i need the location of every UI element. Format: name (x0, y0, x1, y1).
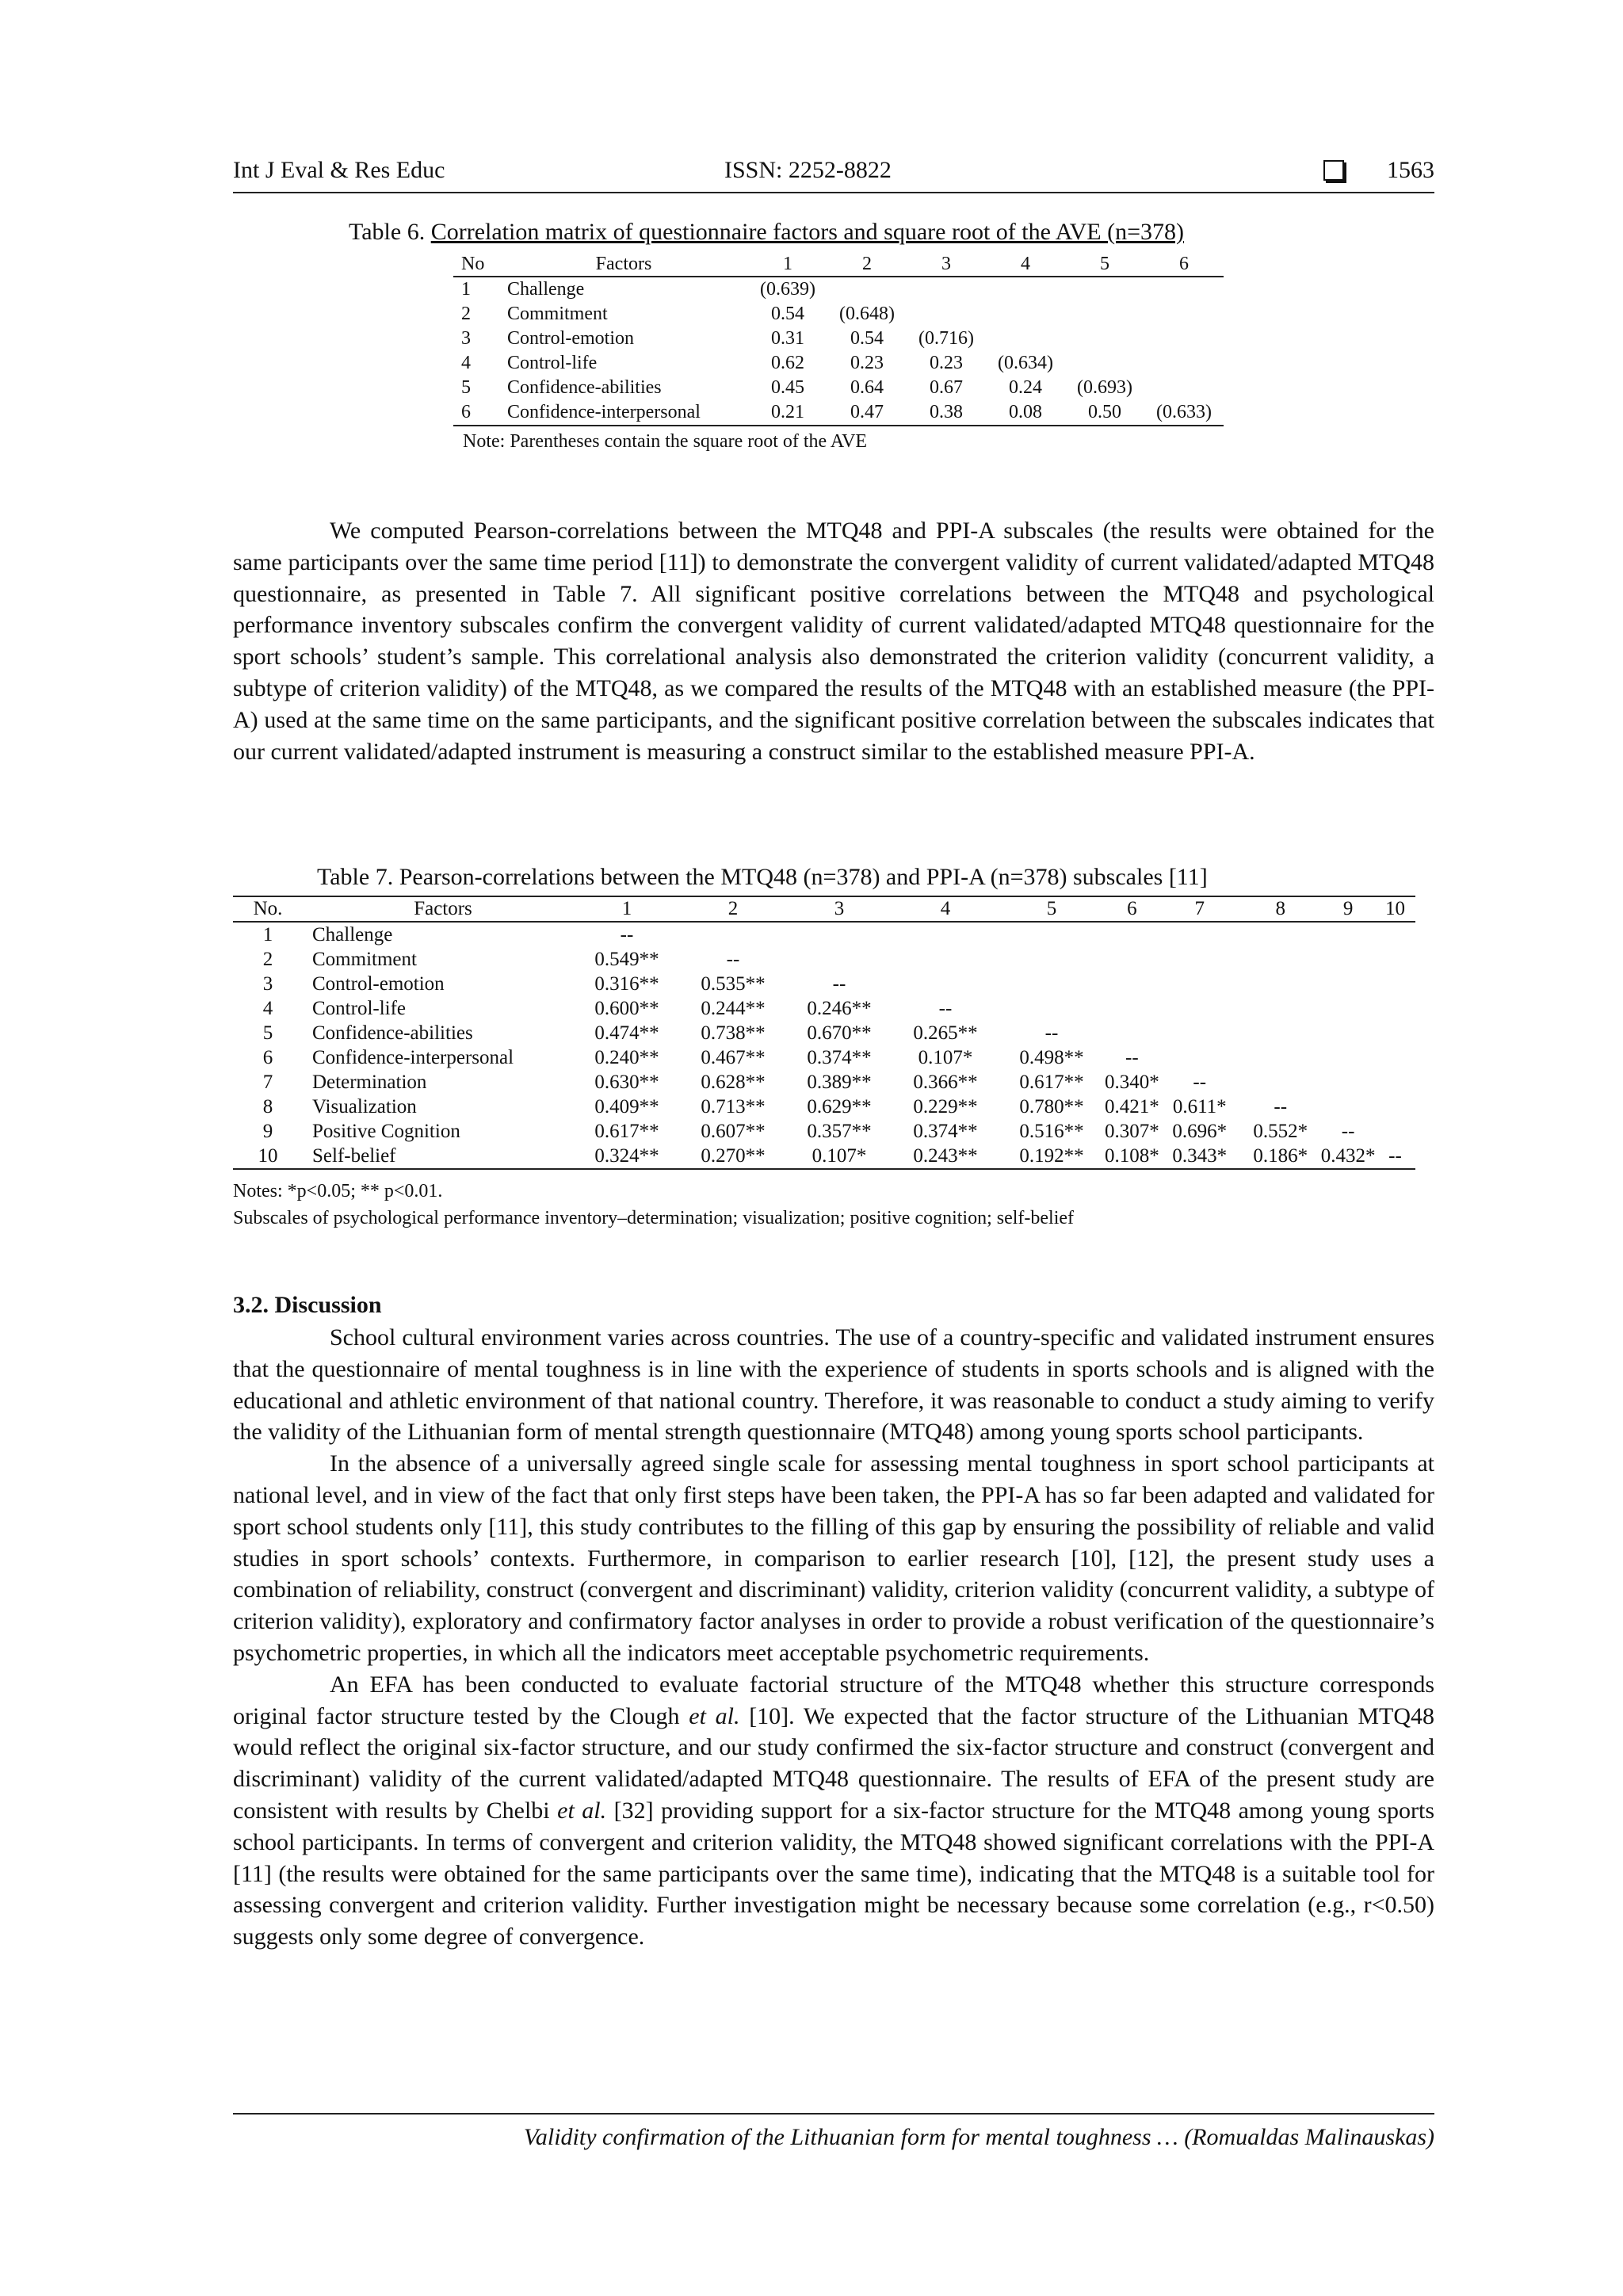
table7-row (233, 1144, 1415, 1169)
table6 (453, 252, 1224, 426)
table7-cell: 0.552* (1253, 1120, 1308, 1142)
table6-cell: 0.38 (907, 400, 986, 426)
table7-cell: 0.229** (913, 1095, 978, 1117)
table7-cell: 2 (262, 948, 273, 970)
table7-cell (1240, 996, 1321, 1021)
table7-cell (892, 947, 999, 972)
table7-cell (1240, 922, 1321, 947)
discussion-text: [32] providing support for a six-factor structure for the MTQ48 among young sports school participants. In terms of convergent and criterion validity, the MTQ48 showed significant correlations with the PPI-A [11] (the results were obtained for the same participants over the same time), indicating that the MTQ48 is a suitable tool for assessing convergent and criterion validity. Further investigation might be necessary because some correlation (e.g., r<0.50) suggests only some degree of convergence. (233, 1797, 1434, 1950)
table7-cell (1321, 922, 1376, 947)
table7-cell: 0.630** (594, 1071, 659, 1093)
table7-cell (1321, 947, 1376, 972)
table7-cell: Control-emotion (312, 972, 445, 995)
table6-cell (907, 302, 986, 327)
page-number: 1563 (1387, 157, 1434, 183)
table6-cell: 0.23 (850, 353, 884, 373)
table7-cell: -- (1341, 1120, 1355, 1142)
table7-cell: 0.738** (701, 1022, 766, 1044)
table7-cell: 0.535** (701, 972, 766, 995)
table7-header-cell: 2 (680, 896, 786, 922)
table6-header-cell: 4 (986, 252, 1065, 277)
table7-cell (1240, 1070, 1321, 1095)
table6-caption (349, 219, 1184, 246)
table6-cell: 0.64 (850, 377, 884, 398)
table6-cell (1144, 327, 1224, 351)
table6-cell (1065, 302, 1144, 327)
table7-cell: 0.600** (594, 997, 659, 1019)
table7-header-cell: 3 (786, 896, 892, 922)
table7-cell: 0.696* (1172, 1120, 1228, 1142)
table6-cell: Challenge (507, 279, 585, 300)
table7-cell: 0.713** (701, 1095, 766, 1117)
table7-cell: 7 (262, 1071, 273, 1093)
table6-cell (1144, 302, 1224, 327)
table6-caption-prefix: Table 6. (349, 219, 426, 245)
table7-cell: 0.366** (913, 1071, 978, 1093)
table7-cell (1376, 1095, 1415, 1119)
table7-cell: 9 (262, 1120, 273, 1142)
table7-cell (1376, 1021, 1415, 1045)
table6-cell: 0.67 (930, 377, 963, 398)
table7-cell: Self-belief (303, 1144, 574, 1169)
table7-cell (1105, 947, 1159, 972)
table6-row (453, 351, 1224, 376)
table7-row (233, 1045, 1415, 1070)
table6-cell: Confidence-abilities (507, 377, 662, 398)
table7-cell: -- (1274, 1095, 1288, 1117)
discussion-body (233, 1322, 1434, 1953)
table7-cell (1321, 1021, 1376, 1045)
table7-cell: -- (938, 997, 953, 1019)
table6-cell: 3 (461, 328, 471, 349)
section-heading: 3.2. Discussion (233, 1292, 382, 1318)
table7-cell: Positive Cognition (312, 1120, 460, 1142)
table7-cell: -- (1193, 1071, 1207, 1093)
table6-cell: 2 (461, 304, 471, 324)
table6-header-cell: No (453, 252, 499, 277)
table7-cell (1321, 1095, 1376, 1119)
table7-cell (999, 972, 1105, 996)
table7-cell: 0.244** (701, 997, 766, 1019)
table7-cell: Commitment (312, 948, 417, 970)
table7-cell (1159, 996, 1240, 1021)
table7-cell: 0.340* (1105, 1071, 1159, 1093)
table7-cell (1159, 922, 1240, 947)
discussion-text: [10]. We expected that the factor structure of the Lithuanian MTQ48 would reflect the original six-factor structure, and our study confirmed the six-factor structure and construct (convergent and discriminant) validity of the current validated/adapted MTQ48 questionnaire. The results of EFA of the present study are consistent with results by Chelbi (233, 1702, 1434, 1824)
table7-cell: Visualization (312, 1095, 417, 1117)
table6-cell (1065, 327, 1144, 351)
table7-row (233, 1021, 1415, 1045)
table7-cell (1159, 972, 1240, 996)
table7-cell (1105, 972, 1159, 996)
table6-cell: 0.45 (771, 377, 804, 398)
table7-cell (1240, 1045, 1321, 1070)
table6-header-cell: 5 (1065, 252, 1144, 277)
table7-cell: 0.421* (1105, 1095, 1159, 1117)
table6-header-cell: Factors (499, 252, 748, 277)
table7-cell (786, 947, 892, 972)
table7-cell (680, 922, 786, 947)
table6-header-cell: 3 (907, 252, 986, 277)
table7-cell: 0.409** (594, 1095, 659, 1117)
table6-row (453, 277, 1224, 302)
discussion-paragraph-2: In the absence of a universally agreed single scale for assessing mental toughness in sport school participants at national level, and in view of the fact that only first steps have been taken, the PPI-A has so far been adapted and validated for sport school students only [11], this study contributes to the filling of this gap by ensuring the possibility of reliable and valid studies in sport schools’ contexts. Furthermore, in comparison to earlier research [10], [12], the present study uses a combination of reliability, construct (convergent and discriminant) validity, criterion validity (concurrent validity, a subtype of criterion validity), exploratory and confirmatory factor analyses in order to provide a robust verification of the questionnaire’s psychometric properties, in which all the indicators meet acceptable psychometric requirements. (233, 1450, 1434, 1666)
table7-cell (1321, 1070, 1376, 1095)
table6-cell: 0.08 (986, 400, 1065, 426)
discussion-paragraph-3 (233, 1669, 1434, 1953)
table7-header-cell: No. (233, 896, 303, 922)
table6-cell: (0.716) (918, 328, 974, 349)
discussion-italic: et al. (689, 1702, 740, 1729)
table6-cell: (0.634) (998, 353, 1053, 373)
table7-cell (892, 922, 999, 947)
table6-row (453, 376, 1224, 400)
table6-cell (827, 277, 907, 302)
paragraph-convergent-validity: We computed Pearson-correlations between the MTQ48 and PPI-A subscales (the results were obtained for the same participants over the same time period [11]) to demonstrate the convergent validity of current validated/adapted MTQ48 questionnaire, as presented in Table 7. All significant positive correlations between the MTQ48 and psychological performance inventory subscales confirm the convergent validity of current validated/adapted MTQ48 questionnaire for the sport schools’ student’s sample. This correlational analysis also demonstrated the criterion validity (concurrent validity, a subtype of criterion validity) of the MTQ48, as we compared the results of the MTQ48 with an established measure (the PPI-A) used at the same time on the same participants, and the significant positive correlation between the subscales indicates that our current validated/adapted instrument is measuring a construct similar to the established measure PPI-A. (233, 518, 1434, 765)
table7-cell (1159, 947, 1240, 972)
table6-cell (1065, 277, 1144, 302)
table7-cell: Confidence-interpersonal (312, 1046, 514, 1068)
table7-cell: 0.243** (892, 1144, 999, 1169)
table7-header-cell: 10 (1376, 896, 1415, 922)
table6-header-cell: 1 (748, 252, 827, 277)
table7-cell: 4 (262, 997, 273, 1019)
table7-notes (233, 1178, 1074, 1232)
table7-header-cell: Factors (303, 896, 574, 922)
table7-cell: 0.240** (594, 1046, 659, 1068)
table6-body (453, 277, 1224, 426)
table7-cell: 0.270** (680, 1144, 786, 1169)
table6-cell: (0.639) (760, 279, 815, 300)
table7-cell (1376, 1119, 1415, 1144)
table7-cell: 0.357** (807, 1120, 872, 1142)
table7-cell (1240, 972, 1321, 996)
table7-cell: 0.374** (807, 1046, 872, 1068)
table7-row (233, 947, 1415, 972)
table7-row (233, 972, 1415, 996)
table7-header-cell: 4 (892, 896, 999, 922)
page-header (233, 155, 1434, 193)
table7-body (233, 922, 1415, 1169)
table6-cell (1144, 376, 1224, 400)
table7-cell: 0.670** (807, 1022, 872, 1044)
table6-row (453, 400, 1224, 426)
table7-header-cell: 6 (1105, 896, 1159, 922)
table6-cell: 1 (461, 279, 471, 300)
table7-cell: 0.617** (594, 1120, 659, 1142)
table7-cell (1105, 1021, 1159, 1045)
table7-cell: 0.108* (1105, 1144, 1159, 1169)
table7-cell (786, 922, 892, 947)
table7-cell (892, 972, 999, 996)
table6-cell: 0.47 (827, 400, 907, 426)
table6-cell: 0.54 (850, 328, 884, 349)
table7-cell (1376, 1070, 1415, 1095)
discussion-text: An EFA has been conducted to evaluate factorial structure of the MTQ48 whether this structure corresponds original factor structure tested by the Clough (233, 1671, 1434, 1729)
table7-cell: 0.780** (1019, 1095, 1084, 1117)
table7-cell: Challenge (312, 923, 393, 946)
table7-cell (1376, 972, 1415, 996)
table7-cell: 0.474** (594, 1022, 659, 1044)
table6-caption-text: Correlation matrix of questionnaire factors and square root of the AVE (n=378) (430, 219, 1184, 245)
table6-cell (986, 302, 1065, 327)
table7-cell (1376, 947, 1415, 972)
table7-cell: 0.607** (701, 1120, 766, 1142)
table7-row (233, 1070, 1415, 1095)
table7-cell (1240, 947, 1321, 972)
table7-row (233, 1095, 1415, 1119)
table7-cell (999, 922, 1105, 947)
table7-cell: 0.629** (807, 1095, 872, 1117)
table6-cell: 4 (461, 353, 471, 373)
table6-cell (907, 277, 986, 302)
table7-cell: 0.389** (807, 1071, 872, 1093)
table7-cell (1159, 1021, 1240, 1045)
table6-cell: 5 (461, 377, 471, 398)
table7-cell: 3 (262, 972, 273, 995)
table6-cell: 0.54 (771, 304, 804, 324)
table6-cell: Control-emotion (507, 328, 634, 349)
table7-cell: 0.617** (1019, 1071, 1084, 1093)
table6-cell: 0.62 (771, 353, 804, 373)
table6-cell: 0.23 (930, 353, 963, 373)
table7-cell: 0.516** (1019, 1120, 1084, 1142)
table7-cell: 0.107* (918, 1046, 973, 1068)
table7-cell: 0.307* (1105, 1120, 1159, 1142)
journal-name: Int J Eval & Res Educ (233, 157, 445, 183)
table7-cell: Determination (312, 1071, 427, 1093)
table7-note-significance: Notes: *p<0.05; ** p<0.01. (233, 1181, 443, 1201)
table7-caption: Table 7. Pearson-correlations between the MTQ48 (n=378) and PPI-A (n=378) subscales [11] (317, 864, 1208, 890)
table7-cell: 0.628** (701, 1071, 766, 1093)
table7-cell: 0.467** (701, 1046, 766, 1068)
table7-cell (1376, 922, 1415, 947)
table7-header-row (233, 896, 1415, 922)
table7-cell (999, 947, 1105, 972)
table7-cell: 0.186* (1240, 1144, 1321, 1169)
table6-row (453, 327, 1224, 351)
table7-row (233, 996, 1415, 1021)
table7-header-cell: 5 (999, 896, 1105, 922)
table7-cell: 0.549** (594, 948, 659, 970)
table6-cell: Control-life (507, 353, 598, 373)
table7-cell: 1 (262, 923, 273, 946)
table7-cell: 8 (262, 1095, 273, 1117)
table7-cell: 0.107* (786, 1144, 892, 1169)
table6-cell: 6 (453, 400, 499, 426)
table7-cell: 0.316** (594, 972, 659, 995)
table7-cell: -- (1125, 1046, 1139, 1068)
table7-row (233, 1119, 1415, 1144)
table6-cell (1144, 277, 1224, 302)
table7-cell (1376, 996, 1415, 1021)
table7-header-cell: 1 (574, 896, 680, 922)
table7-cell (1240, 1021, 1321, 1045)
table7-cell: 0.192** (999, 1144, 1105, 1169)
table7-cell: 0.265** (913, 1022, 978, 1044)
discussion-italic: et al. (557, 1797, 607, 1824)
table7-header-cell: 9 (1321, 896, 1376, 922)
table6-cell: 0.21 (748, 400, 827, 426)
table7-cell: Control-life (312, 997, 407, 1019)
table7-cell (1321, 996, 1376, 1021)
table7-cell (1321, 1045, 1376, 1070)
table7-cell (1159, 1045, 1240, 1070)
table6-header-cell: 2 (827, 252, 907, 277)
table6-cell: Commitment (507, 304, 608, 324)
table6-cell: (0.693) (1077, 377, 1132, 398)
table6-cell: 0.31 (771, 328, 804, 349)
table7-header-cell: 8 (1240, 896, 1321, 922)
table6-cell: (0.633) (1144, 400, 1224, 426)
table7-cell: 0.498** (1019, 1046, 1084, 1068)
issn: ISSN: 2252-8822 (724, 157, 892, 183)
table7-row (233, 922, 1415, 947)
table6-cell: Confidence-interpersonal (499, 400, 748, 426)
square-icon (1323, 160, 1344, 181)
table7-cell (999, 996, 1105, 1021)
table7-cell: 0.324** (574, 1144, 680, 1169)
table6-cell: 0.24 (1009, 377, 1042, 398)
table7-cell (1321, 972, 1376, 996)
table6-row (453, 302, 1224, 327)
table7 (233, 896, 1415, 1170)
table7-cell (1376, 1045, 1415, 1070)
table7-note-subscales: Subscales of psychological performance inventory–determination; visualization; positive cognition; self-belief (233, 1208, 1075, 1228)
table6-header-cell: 6 (1144, 252, 1224, 277)
table7-cell: -- (726, 948, 740, 970)
table6-header-row (453, 252, 1224, 277)
table6-note: Note: Parentheses contain the square root of the AVE (463, 431, 868, 452)
table7-cell: 6 (262, 1046, 273, 1068)
page-footer: Validity confirmation of the Lithuanian form for mental toughness … (Romualdas Malinauskas) (233, 2113, 1434, 2151)
table7-cell (1105, 996, 1159, 1021)
table6-cell: (0.648) (839, 304, 895, 324)
table7-cell: 0.432* (1321, 1144, 1376, 1169)
table7-cell: 10 (233, 1144, 303, 1169)
table6-cell (986, 327, 1065, 351)
table7-cell: -- (1376, 1144, 1415, 1169)
table6-cell (1144, 351, 1224, 376)
table7-cell: 0.374** (913, 1120, 978, 1142)
table7-cell: 0.246** (807, 997, 872, 1019)
table7-cell (1105, 922, 1159, 947)
table7-header-cell: 7 (1159, 896, 1240, 922)
table7-cell: Confidence-abilities (312, 1022, 473, 1044)
table7-cell: 0.343* (1159, 1144, 1240, 1169)
table6-cell (1065, 351, 1144, 376)
table7-cell: -- (832, 972, 846, 995)
table6-cell (986, 277, 1065, 302)
table7-cell: -- (620, 923, 634, 946)
table6-cell: 0.50 (1065, 400, 1144, 426)
discussion-paragraph-1: School cultural environment varies across countries. The use of a country-specific and validated instrument ensures that the questionnaire of mental toughness is in line with the experience of students in sports schools and is aligned with the educational and athletic environment of that national country. Therefore, it was reasonable to conduct a study aiming to verify the validity of the Lithuanian form of mental strength questionnaire (MTQ48) among young sports school participants. (233, 1324, 1434, 1446)
table7-cell: -- (1044, 1022, 1059, 1044)
table7-cell: 5 (262, 1022, 273, 1044)
table7-cell: 0.611* (1172, 1095, 1227, 1117)
